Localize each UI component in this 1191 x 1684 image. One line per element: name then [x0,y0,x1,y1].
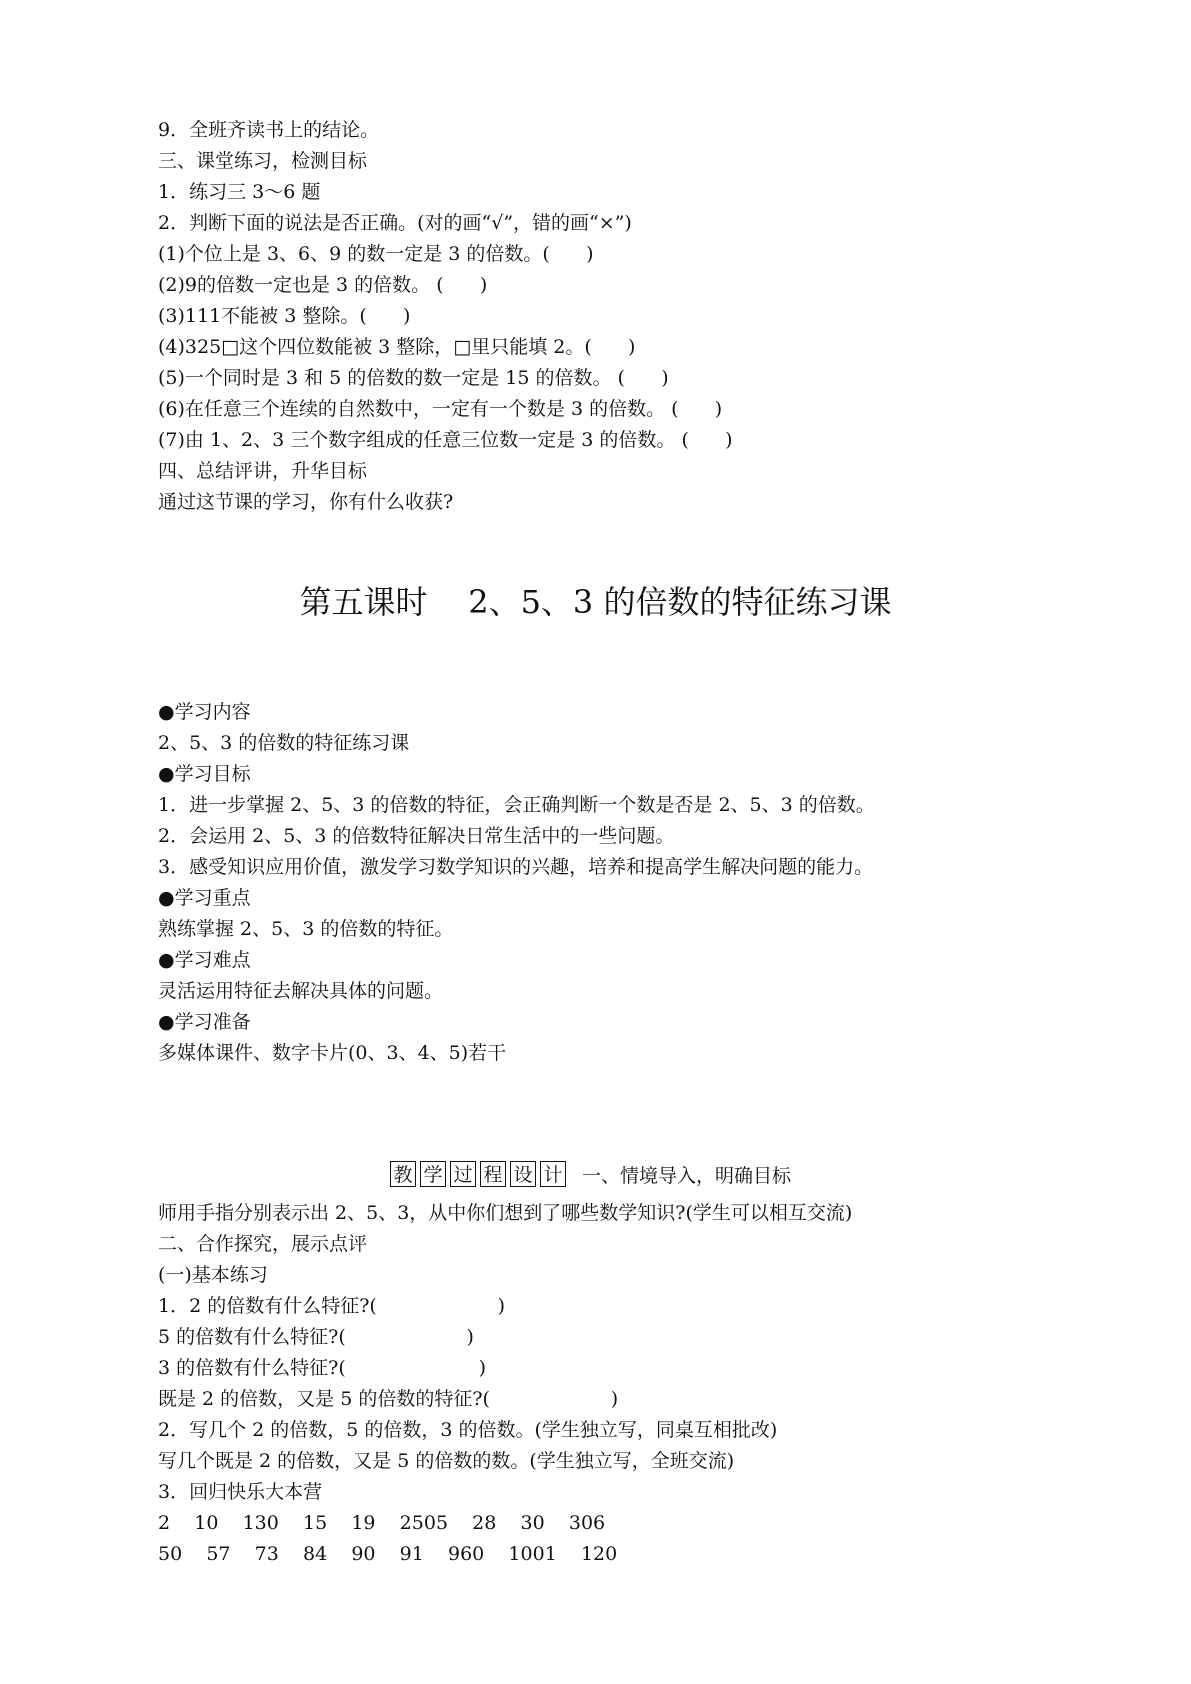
text-line: 2．会运用 2、5、3 的倍数特征解决日常生活中的一些问题。 [158,825,675,847]
section-heading: 三、课堂练习，检测目标 [158,150,368,172]
boxed-char: 设 [510,1161,536,1187]
text-line: 通过这节课的学习，你有什么收获? [158,491,454,513]
text-line: 灵活运用特征去解决具体的问题。 [158,980,444,1002]
banner-heading: 一、情境导入，明确目标 [582,1164,792,1187]
boxed-char: 教 [390,1161,416,1187]
text-line: 2．判断下面的说法是否正确。(对的画“√”，错的画“×”) [158,212,632,234]
number-row: 50 57 73 84 90 91 960 1001 120 [158,1543,618,1565]
text-line: 1．练习三 3～6 题 [158,181,321,203]
section-heading: 二、合作探究，展示点评 [158,1233,368,1255]
section-heading: ●学习重点 [158,887,251,909]
section-heading: ●学习难点 [158,949,251,971]
judgment-item: (2)9的倍数一定也是 3 的倍数。 ( ) [158,274,488,296]
section-heading: 四、总结评讲，升华目标 [158,460,368,482]
text-line: 写几个既是 2 的倍数，又是 5 的倍数的数。(学生独立写，全班交流) [158,1450,735,1472]
judgment-item: (7)由 1、2、3 三个数字组成的任意三位数一定是 3 的倍数。 ( ) [158,429,733,451]
text-line: 1．进一步掌握 2、5、3 的倍数的特征，会正确判断一个数是否是 2、5、3 的倍数。 [158,794,875,816]
number-row: 2 10 130 15 19 2505 28 30 306 [158,1512,606,1534]
text-line: (一)基本练习 [158,1264,268,1286]
question-line: 1．2 的倍数有什么特征?( ) [158,1295,506,1317]
boxed-char: 学 [420,1161,446,1187]
text-line: 9．全班齐读书上的结论。 [158,119,380,141]
judgment-item: (4)325□这个四位数能被 3 整除，□里只能填 2。( ) [158,336,636,358]
text-line: 3．感受知识应用价值，激发学习数学知识的兴趣，培养和提高学生解决问题的能力。 [158,856,874,878]
judgment-item: (1)个位上是 3、6、9 的数一定是 3 的倍数。( ) [158,243,594,265]
judgment-item: (6)在任意三个连续的自然数中，一定有一个数是 3 的倍数。 ( ) [158,398,723,420]
text-line: 多媒体课件、数字卡片(0、3、4、5)若干 [158,1042,507,1064]
boxed-char: 程 [480,1161,506,1187]
question-line: 3 的倍数有什么特征?( ) [158,1357,487,1379]
boxed-char: 过 [450,1161,476,1187]
text-line: 3．回归快乐大本营 [158,1481,323,1503]
section-heading: ●学习准备 [158,1011,251,1033]
judgment-item: (5)一个同时是 3 和 5 的倍数的数一定是 15 的倍数。 ( ) [158,367,669,389]
section-heading: ●学习目标 [158,763,251,785]
text-line: 熟练掌握 2、5、3 的倍数的特征。 [158,918,454,940]
lesson-title: 第五课时 2、5、3 的倍数的特征练习课 [299,583,892,621]
text-line: 2、5、3 的倍数的特征练习课 [158,732,410,754]
section-heading: ●学习内容 [158,701,251,723]
boxed-char: 计 [540,1161,566,1187]
process-design-banner [390,1160,791,1188]
text-line: 2．写几个 2 的倍数，5 的倍数，3 的倍数。(学生独立写，同桌互相批改) [158,1419,778,1441]
text-line: 师用手指分别表示出 2、5、3，从中你们想到了哪些数学知识?(学生可以相互交流) [158,1202,853,1224]
question-line: 5 的倍数有什么特征?( ) [158,1326,474,1348]
judgment-item: (3)111不能被 3 整除。( ) [158,305,411,327]
question-line: 既是 2 的倍数，又是 5 的倍数的特征?( ) [158,1388,619,1410]
